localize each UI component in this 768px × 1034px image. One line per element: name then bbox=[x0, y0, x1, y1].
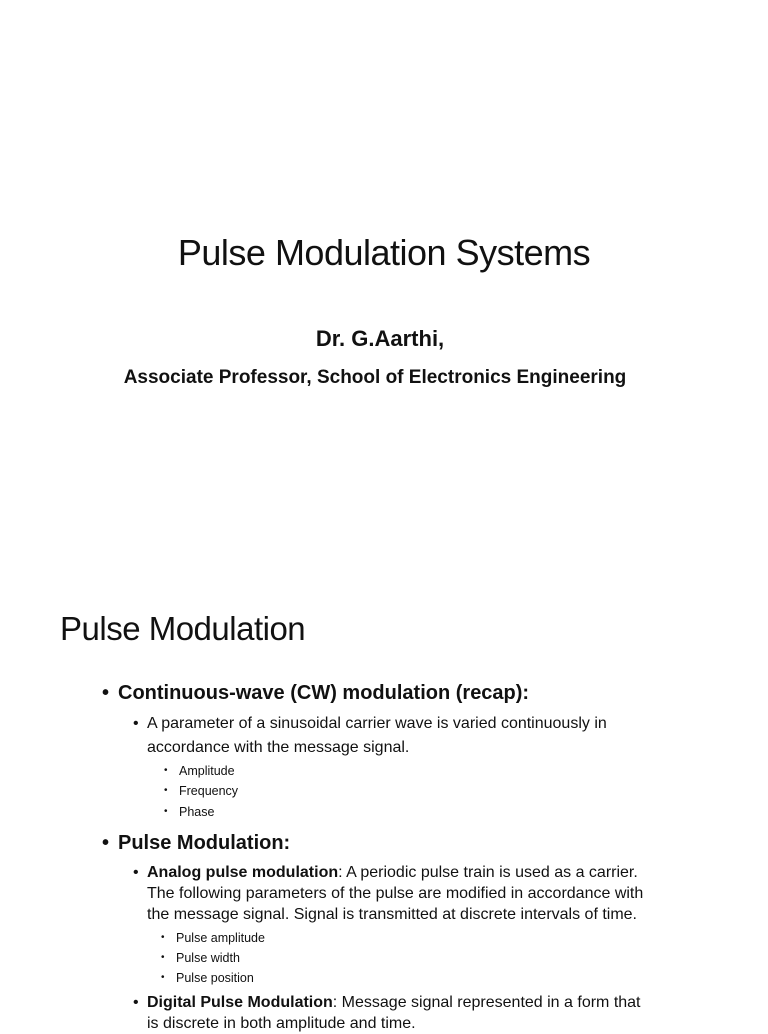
digital-desc-line1: : Message signal represented in a form that bbox=[332, 994, 641, 1011]
analog-desc-line2: The following parameters of the pulse are modified in accordance with bbox=[147, 885, 644, 902]
bullet-pm-heading: • Pulse Modulation: bbox=[118, 832, 290, 855]
list-item-pulse-width: • Pulse width bbox=[176, 951, 240, 965]
author-name: Dr. G.Aarthi, bbox=[315, 326, 445, 351]
cw-desc-line2: accordance with the message signal. bbox=[147, 739, 410, 756]
bullet-cw-desc-line1 bbox=[147, 713, 607, 734]
list-item-amplitude: • Amplitude bbox=[179, 764, 235, 778]
list-item-pulse-position: • Pulse position bbox=[176, 971, 254, 985]
list-item-phase: • Phase bbox=[179, 805, 214, 819]
analog-desc-line1: : A periodic pulse train is used as a carrier. bbox=[338, 864, 638, 881]
bullet-cw-heading: • Continuous-wave (CW) modulation (recap): bbox=[118, 682, 529, 705]
slide-title: Pulse Modulation bbox=[60, 610, 306, 647]
bullet-digital-line1 bbox=[147, 992, 641, 1013]
cw-desc-line1: A parameter of a sinusoidal carrier wave is varied continuously in bbox=[147, 715, 607, 732]
analog-term: Analog pulse modulation bbox=[147, 864, 339, 881]
digital-desc-line2: is discrete in both amplitude and time. bbox=[147, 1015, 416, 1032]
digital-term: Digital Pulse Modulation bbox=[147, 994, 333, 1011]
list-item-pulse-amplitude: • Pulse amplitude bbox=[176, 931, 265, 945]
slide-title: Pulse Modulation Systems bbox=[177, 232, 591, 273]
analog-desc-line3: the message signal. Signal is transmitted at discrete intervals of time. bbox=[147, 906, 637, 923]
bullet-analog-line1 bbox=[147, 862, 638, 883]
list-item-frequency: • Frequency bbox=[179, 784, 238, 798]
content-slide bbox=[0, 578, 768, 1032]
author-affiliation: Associate Professor, School of Electronics Engineering bbox=[123, 367, 627, 388]
